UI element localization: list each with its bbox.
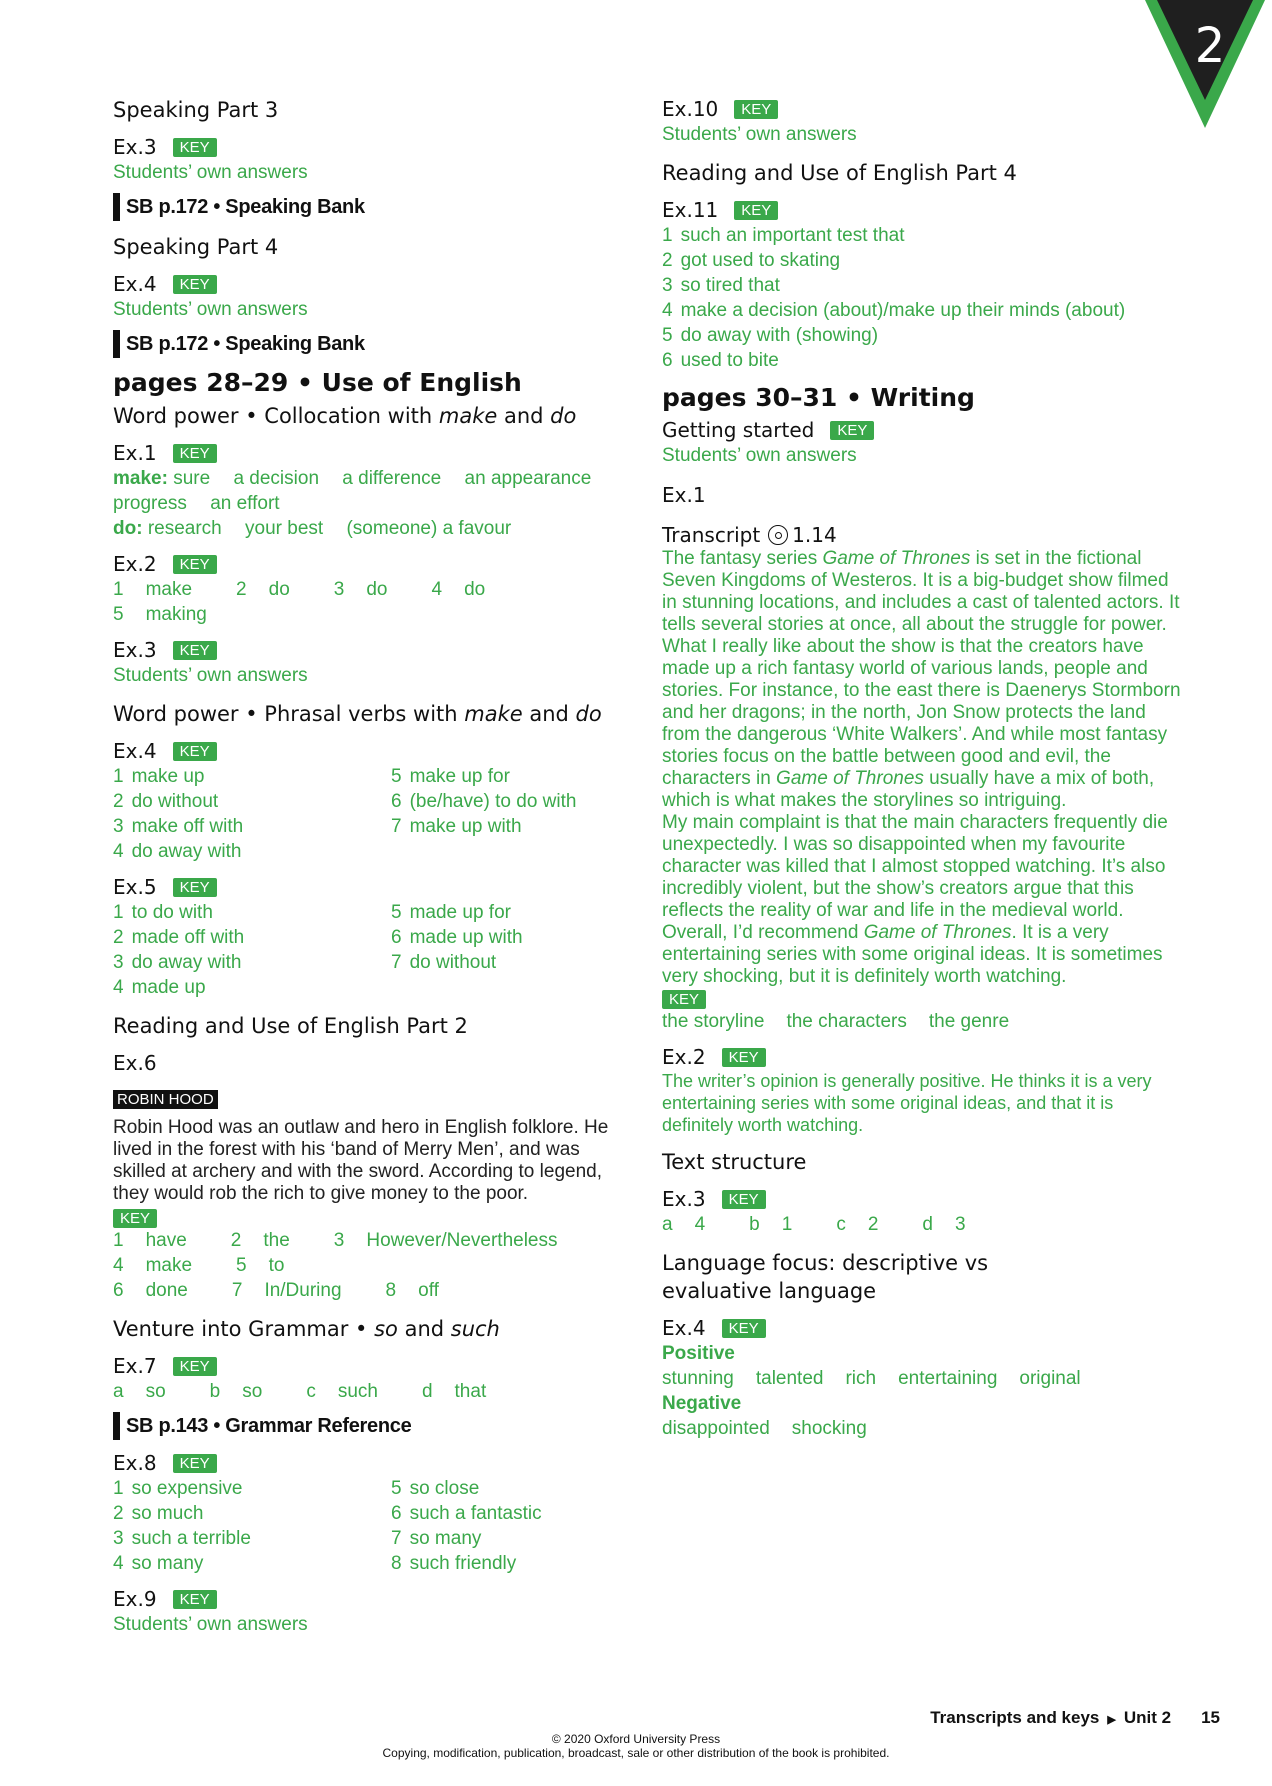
key-badge: KEY <box>173 444 217 463</box>
key-badge: KEY <box>173 555 217 574</box>
ex9-label: Ex.9 KEY <box>113 1586 613 1612</box>
ex3-writing-label: Ex.3 KEY <box>662 1186 1182 1212</box>
key-badge: KEY <box>173 742 217 761</box>
negative-words: disappointed shocking <box>662 1418 867 1439</box>
triangle-right-icon: ▶ <box>1107 1714 1116 1726</box>
ex5-answers: 1 to do with 2 made off with 3 do away with 4 made up 5 made up for 6 made up with 7 do without <box>113 902 523 998</box>
audio-cd-icon <box>768 525 788 545</box>
key-badge: KEY <box>830 421 874 440</box>
ex4-writing-label: Ex.4 KEY <box>662 1315 1182 1341</box>
getting-started-heading: Getting started KEY <box>662 417 1182 443</box>
footer-section: Transcripts and keys <box>930 1708 1100 1727</box>
robin-hood-text: Robin Hood was an outlaw and hero in English folklore. He lived in the forest with his ‘band of Merry Men’, and was skilled at archery and with the sword. According to legend, they would rob the rich to give money to the poor. <box>113 1117 609 1204</box>
ex4-speaking-answer: Students’ own answers <box>113 299 308 320</box>
copyright-notice: © 2020 Oxford University Press Copying, modification, publication, broadcast, sale or other distribution of the book is prohibited. <box>382 1732 890 1760</box>
ex11-answers: 1 such an important test that 2 got used to skating 3 so tired that 4 make a decision (about)/make up their minds (about) 5 do away with (showing) 6 used to bite <box>662 225 1126 371</box>
left-column <box>113 96 613 1637</box>
ex6-label: Ex.6 <box>113 1051 157 1075</box>
transcript-heading: Transcript 1.14 <box>662 523 837 547</box>
ex4-answers: 1 make up 2 do without 3 make off with 4 do away with 5 make up for 6 (be/have) to do with 7 make up with <box>113 766 577 862</box>
ex3-writing-answers: a 4 b 1 c 2 d 3 <box>662 1214 966 1235</box>
key-badge: KEY <box>662 990 706 1009</box>
word-power-heading: Word power • Collocation with make and do <box>113 404 577 428</box>
key-badge: KEY <box>722 1190 766 1209</box>
ex2-writing-label: Ex.2 KEY <box>662 1044 1182 1070</box>
reading-part-2-heading: Reading and Use of English Part 2 <box>113 1014 468 1038</box>
sb-reference: SB p.172 • Speaking Bank <box>113 330 613 358</box>
ex4-label: Ex.4 KEY <box>113 738 613 764</box>
positive-label: Positive <box>662 1343 735 1364</box>
speaking-part-4-heading: Speaking Part 4 <box>113 235 279 259</box>
sb-reference: SB p.172 • Speaking Bank <box>113 193 613 221</box>
page-footer <box>930 1708 1220 1728</box>
language-focus-heading: Language focus: descriptive vs evaluative language <box>662 1251 989 1303</box>
ex5-label: Ex.5 KEY <box>113 874 613 900</box>
ex10-label: Ex.10 KEY <box>662 96 1182 122</box>
ex3-answer: Students’ own answers <box>113 665 308 686</box>
ex3-speaking-answer: Students’ own answers <box>113 162 308 183</box>
footer-unit: Unit 2 <box>1123 1708 1172 1727</box>
ex6-answers-row1: 1 have 2 the 3 However/Nevertheless 4 make 5 to <box>113 1230 558 1276</box>
track-number: 1.14 <box>792 523 837 547</box>
page-number: 15 <box>1201 1708 1220 1727</box>
unit-number: 2 <box>1194 18 1226 74</box>
key-badge: KEY <box>173 641 217 660</box>
section-heading: pages 28–29 • Use of English <box>113 368 522 397</box>
ex7-label: Ex.7 KEY <box>113 1353 613 1379</box>
negative-label: Negative <box>662 1393 742 1414</box>
key-badge: KEY <box>113 1209 157 1228</box>
reading-part-4-heading: Reading and Use of English Part 4 <box>662 161 1017 185</box>
ex10-answer: Students’ own answers <box>662 124 857 145</box>
key-badge: KEY <box>173 138 217 157</box>
right-column <box>662 96 1182 1441</box>
ex3-speaking-label: Ex.3 KEY <box>113 134 613 160</box>
key-badge: KEY <box>734 201 778 220</box>
ex4-speaking-label: Ex.4 KEY <box>113 271 613 297</box>
ex7-answers: a so b so c such d that <box>113 1381 487 1402</box>
positive-words: stunning talented rich entertaining original <box>662 1368 1081 1389</box>
ex1-label: Ex.1 KEY <box>113 440 613 466</box>
text-structure-heading: Text structure <box>662 1150 807 1174</box>
transcript-text: The fantasy series Game of Thrones is set in the fictional Seven Kingdoms of Westeros. It is a big-budget show filmed in stunning locations, and includes a cast of talented actors. It tells several stories at once, all about the struggle for power. What I really like about the show is that the creators have made up a rich fantasy world of various lands, people and stories. For instance, to the east there is Daenerys Stormborn and her dragons; in the north, Jon Snow protects the land from the dangerous ‘White Walkers’. And while most fantasy stories focus on the battle between good and evil, the characters in Game of Thrones usually have a mix of both, which is what makes the storylines so intriguing. My main complaint is that the main characters frequently die unexpectedly. I was so disappointed when my favourite character was killed that I almost stopped watching. It’s also incredibly violent, but the show’s creators argue that this reflects the reality of war and life in the medieval world. Overall, I’d recommend Game of Thrones. It is a very entertaining series with some original ideas. It is sometimes very shocking, but it is definitely worth watching. <box>662 548 1181 987</box>
key-badge: KEY <box>734 100 778 119</box>
key-badge: KEY <box>173 1454 217 1473</box>
key-badge: KEY <box>173 878 217 897</box>
ex9-answer: Students’ own answers <box>113 1614 308 1635</box>
grammar-heading: Venture into Grammar • so and such <box>113 1317 500 1341</box>
ex3-label: Ex.3 KEY <box>113 637 613 663</box>
word-power-heading: Word power • Phrasal verbs with make and do <box>113 702 602 726</box>
ex6-answers-row2: 6 done 7 In/During 8 off <box>113 1280 439 1301</box>
ex1-do-answers: do: research your best (someone) a favour <box>113 518 512 539</box>
ex11-label: Ex.11 KEY <box>662 197 1182 223</box>
key-badge: KEY <box>173 1357 217 1376</box>
speaking-part-3-heading: Speaking Part 3 <box>113 98 279 122</box>
key-badge: KEY <box>722 1048 766 1067</box>
robin-hood-title: ROBIN HOOD <box>113 1090 218 1109</box>
ex1-writing-label: Ex.1 <box>662 483 706 507</box>
ex2-writing-answer: The writer’s opinion is generally positive. He thinks it is a very entertaining series with some original ideas, and that it is definitely worth watching. <box>662 1071 1152 1135</box>
ex8-answers: 1 so expensive 2 so much 3 such a terrible 4 so many 5 so close 6 such a fantastic 7 so many 8 such friendly <box>113 1478 542 1574</box>
section-heading: pages 30–31 • Writing <box>662 383 975 412</box>
ex1-writing-answers: the storyline the characters the genre <box>662 1011 1010 1032</box>
sb-reference: SB p.143 • Grammar Reference <box>113 1412 613 1440</box>
key-badge: KEY <box>173 1590 217 1609</box>
ex8-label: Ex.8 KEY <box>113 1450 613 1476</box>
ex2-answers: 1 make 2 do 3 do 4 do 5 making <box>113 579 486 625</box>
ex2-label: Ex.2 KEY <box>113 551 613 577</box>
getting-started-answer: Students’ own answers <box>662 445 857 466</box>
key-badge: KEY <box>722 1319 766 1338</box>
key-badge: KEY <box>173 275 217 294</box>
ex1-make-answers: make: sure a decision a difference an appearance progress an effort <box>113 468 592 514</box>
